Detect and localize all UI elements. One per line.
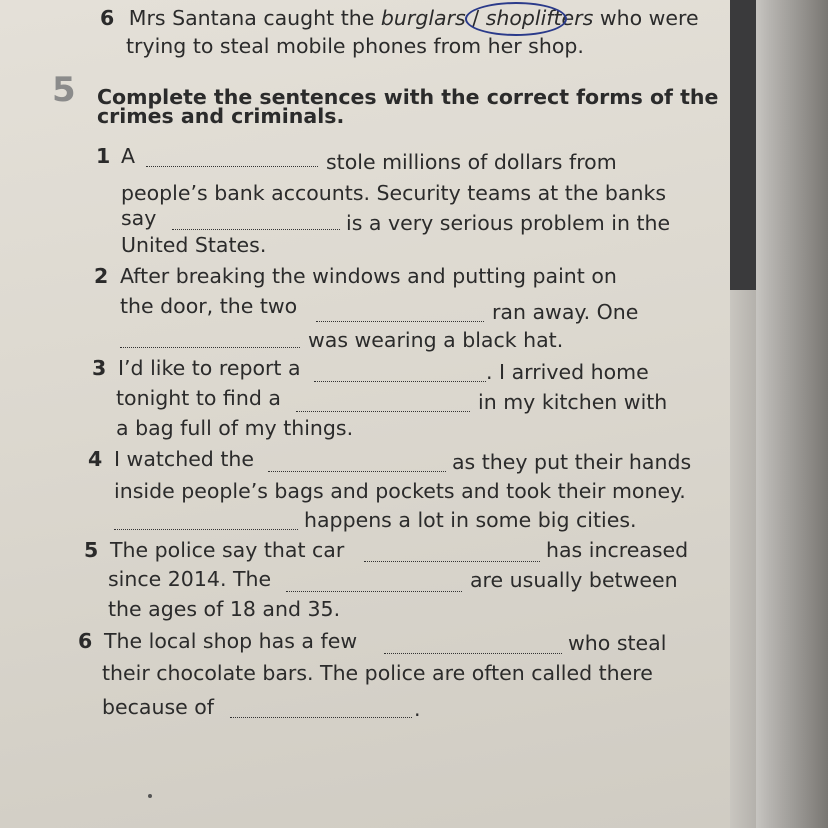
item-1-text-c: people’s bank accounts. Security teams at the banks <box>121 181 667 205</box>
item-2-number: 2 <box>94 264 109 288</box>
item-6-text-d: because of <box>102 695 215 719</box>
prev-item-line2: trying to steal mobile phones from her shop. <box>126 34 584 58</box>
dark-margin-bar <box>730 0 756 290</box>
item-6-number: 6 <box>78 629 93 653</box>
prev-item-text-a: Mrs Santana caught the <box>128 6 381 30</box>
item-6-blank-1[interactable] <box>384 652 562 654</box>
item-6-text-e: . <box>414 697 421 721</box>
item-5-number: 5 <box>84 538 99 562</box>
item-3-blank-2[interactable] <box>296 410 470 412</box>
pencil-dot <box>148 794 152 798</box>
prev-item-option-shoplifters: shoplifters <box>485 6 594 30</box>
item-3-text-a: I’d like to report a <box>118 356 301 380</box>
item-4-text-d: happens a lot in some big cities. <box>304 508 637 532</box>
adjacent-page-edge <box>730 0 828 828</box>
prev-item-sep: / <box>465 6 486 30</box>
item-4-text-b: as they put their hands <box>452 450 692 474</box>
exercise-number: 5 <box>52 70 76 110</box>
item-2-text-d: was wearing a black hat. <box>308 328 564 352</box>
item-2-text-b: the door, the two <box>120 294 298 318</box>
item-5-blank-2[interactable] <box>286 590 462 592</box>
prev-item-line1 <box>100 5 699 31</box>
item-3-blank-1[interactable] <box>314 380 486 382</box>
answer-circle <box>465 2 567 36</box>
item-5-text-d: are usually between <box>470 568 678 592</box>
item-1-blank-1[interactable] <box>146 165 318 167</box>
item-1-text-d: say <box>121 206 157 230</box>
item-4-number: 4 <box>88 447 103 471</box>
page-edge-shade <box>756 0 828 828</box>
prev-item-text-b: who were <box>593 6 699 30</box>
item-1-text-a: A <box>121 144 136 168</box>
item-1-number: 1 <box>96 144 111 168</box>
exercise-title-line1: Complete the sentences with the correct forms of the <box>97 85 719 109</box>
item-4-text-c: inside people’s bags and pockets and took their money. <box>114 479 686 503</box>
item-3-text-b: . I arrived home <box>486 360 649 384</box>
item-1-text-f: United States. <box>121 233 267 257</box>
item-3-text-d: in my kitchen with <box>478 390 668 414</box>
item-5-text-a: The police say that car <box>110 538 345 562</box>
item-3-number: 3 <box>92 356 107 380</box>
item-5-text-e: the ages of 18 and 35. <box>108 597 341 621</box>
prev-item-option-burglars: burglars <box>380 6 466 30</box>
item-6-blank-2[interactable] <box>230 716 412 718</box>
item-5-text-b: has increased <box>546 538 689 562</box>
item-2-blank-1[interactable] <box>316 320 484 322</box>
item-3-text-e: a bag full of my things. <box>116 416 354 440</box>
item-4-text-a: I watched the <box>114 447 254 471</box>
item-2-blank-2[interactable] <box>120 346 300 348</box>
item-1-text-b: stole millions of dollars from <box>326 150 617 174</box>
item-6-text-c: their chocolate bars. The police are often called there <box>102 661 653 685</box>
item-1-text-e: is a very serious problem in the <box>346 211 671 235</box>
item-2-text-c: ran away. One <box>492 300 639 324</box>
item-2-text-a: After breaking the windows and putting paint on <box>120 264 617 288</box>
item-1-blank-2[interactable] <box>172 228 340 230</box>
item-3-text-c: tonight to find a <box>116 386 281 410</box>
item-4-blank-2[interactable] <box>114 528 298 530</box>
item-6-text-b: who steal <box>568 631 667 655</box>
item-5-blank-1[interactable] <box>364 560 540 562</box>
item-5-text-c: since 2014. The <box>108 567 272 591</box>
prev-item-number: 6 <box>100 6 115 30</box>
item-4-blank-1[interactable] <box>268 470 446 472</box>
exercise-title-line2: crimes and criminals. <box>97 104 345 128</box>
item-6-text-a: The local shop has a few <box>104 629 358 653</box>
